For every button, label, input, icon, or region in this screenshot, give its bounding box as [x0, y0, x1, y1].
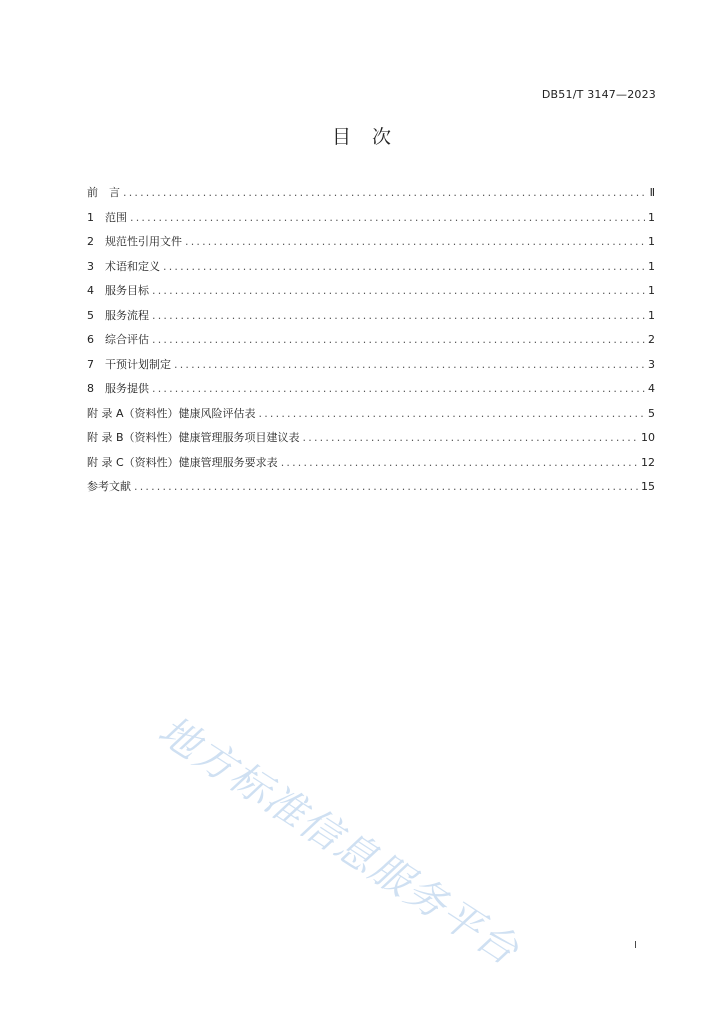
- toc-leader-dots: [134, 479, 638, 495]
- toc-entry-appendix-c[interactable]: [87, 455, 655, 480]
- toc-entry-number: 4: [87, 284, 94, 297]
- toc-entry-page: 1: [648, 259, 655, 273]
- toc-entry-number: 8: [87, 382, 94, 395]
- toc-leader-dots: [130, 210, 645, 226]
- toc-leader-dots: [152, 381, 645, 397]
- page-title: 目 次: [331, 126, 392, 148]
- toc-entry-label: 附 录 B（资料性）健康管理服务项目建议表: [87, 431, 300, 444]
- toc-entry-page: 10: [641, 431, 655, 444]
- toc-entry-number: 5: [87, 308, 94, 322]
- toc-entry-4[interactable]: [87, 283, 655, 308]
- toc-entry-label: 干预计划制定: [105, 357, 171, 371]
- toc-entry-page: 15: [641, 480, 655, 493]
- toc-entry-7[interactable]: [87, 357, 655, 382]
- toc-entry-label: 附 录 C（资料性）健康管理服务要求表: [87, 455, 278, 469]
- toc-entry-number: 3: [87, 259, 94, 273]
- toc-entry-page: 3: [648, 357, 655, 371]
- toc-leader-dots: [152, 283, 645, 299]
- toc-entry-2[interactable]: [87, 234, 655, 259]
- toc-entry-label: 前 言: [87, 186, 120, 199]
- toc-leader-dots: [281, 455, 638, 471]
- toc-entry-page: 4: [648, 382, 655, 395]
- toc-leader-dots: [259, 406, 645, 422]
- toc-entry-number: 6: [87, 333, 94, 346]
- toc-entry-label: 参考文献: [87, 480, 131, 493]
- toc-leader-dots: [163, 259, 645, 275]
- toc-entry-page: 1: [648, 210, 655, 224]
- toc-entry-label: 服务目标: [105, 284, 149, 297]
- toc-entry-page: Ⅱ: [649, 186, 655, 199]
- toc-leader-dots: [185, 234, 645, 250]
- toc-leader-dots: [152, 332, 645, 348]
- toc-entry-references[interactable]: [87, 479, 655, 504]
- toc-entry-page: 12: [641, 455, 655, 469]
- toc-entry-foreword[interactable]: [87, 185, 655, 210]
- toc-entry-label: 综合评估: [105, 333, 149, 346]
- toc-entry-appendix-b[interactable]: [87, 430, 655, 455]
- toc-entry-number: 7: [87, 357, 94, 371]
- toc-leader-dots: [303, 430, 638, 446]
- table-of-contents: [87, 185, 655, 504]
- toc-entry-page: 5: [648, 406, 655, 420]
- toc-leader-dots: [152, 308, 645, 324]
- toc-entry-3[interactable]: [87, 259, 655, 284]
- toc-entry-appendix-a[interactable]: [87, 406, 655, 431]
- toc-entry-label: 服务流程: [105, 308, 149, 322]
- toc-entry-page: 1: [648, 235, 655, 248]
- document-code: DB51/T 3147—2023: [541, 88, 656, 101]
- toc-entry-number: 1: [87, 210, 94, 224]
- toc-entry-1[interactable]: [87, 210, 655, 235]
- toc-entry-number: 2: [87, 235, 94, 248]
- toc-entry-label: 范围: [105, 210, 127, 224]
- toc-entry-page: 2: [648, 333, 655, 346]
- toc-entry-8[interactable]: [87, 381, 655, 406]
- toc-entry-label: 术语和定义: [105, 259, 160, 273]
- toc-entry-6[interactable]: [87, 332, 655, 357]
- toc-entry-page: 1: [648, 308, 655, 322]
- toc-entry-label: 规范性引用文件: [105, 235, 182, 248]
- toc-entry-label: 附 录 A（资料性）健康风险评估表: [87, 406, 256, 420]
- page-number: I: [634, 940, 637, 951]
- toc-entry-label: 服务提供: [105, 382, 149, 395]
- watermark: 地方标准信息服务平台: [150, 707, 528, 975]
- toc-leader-dots: [174, 357, 645, 373]
- toc-leader-dots: [123, 185, 647, 201]
- toc-entry-5[interactable]: [87, 308, 655, 333]
- toc-entry-page: 1: [648, 284, 655, 297]
